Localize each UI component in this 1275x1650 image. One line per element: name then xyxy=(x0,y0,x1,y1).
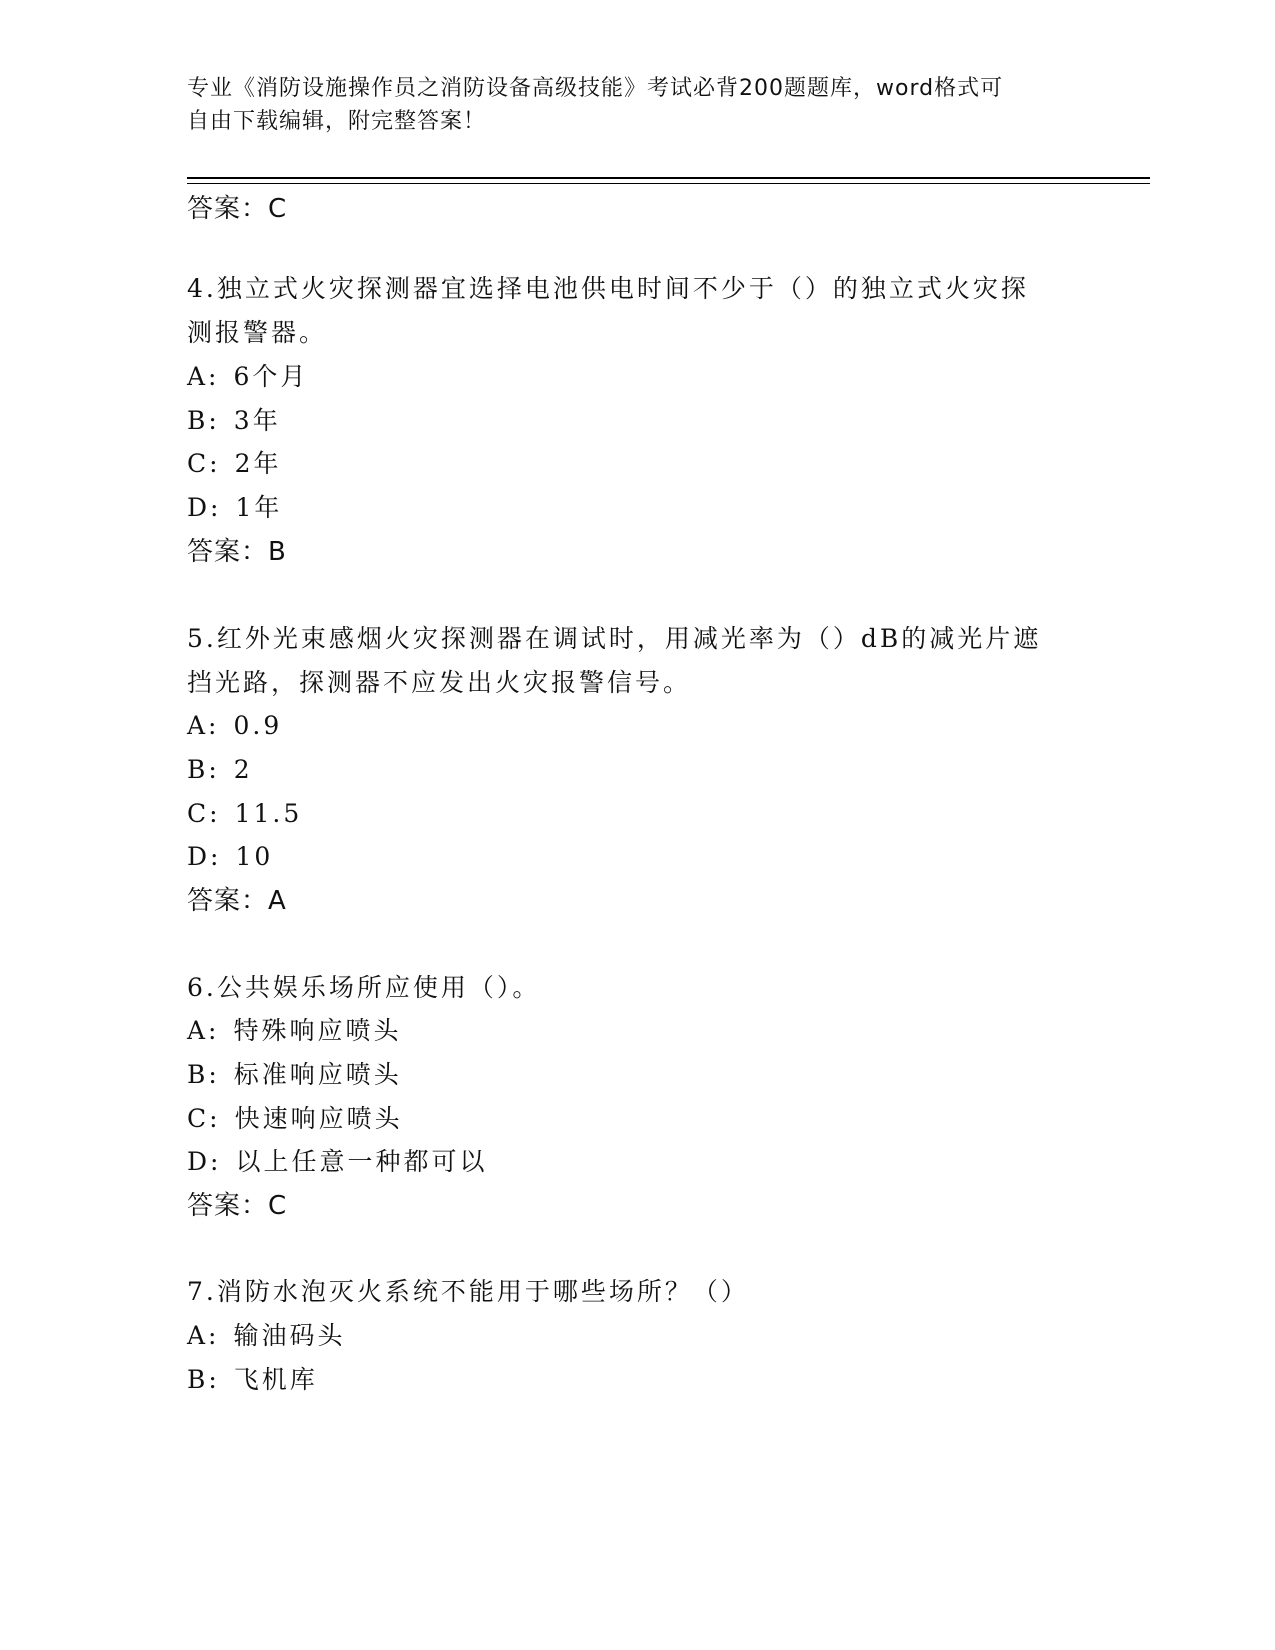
question-6-stem: 6.公共娱乐场所应使用（）。 xyxy=(187,973,541,1002)
option-text: 快速响应喷头 xyxy=(234,1104,403,1133)
header-line-2: 自由下载编辑，附完整答案！ xyxy=(187,109,487,134)
question-6-answer: 答案：C xyxy=(187,1191,288,1221)
question-5-stem-line-1: 5.红外光束感烟火灾探测器在调试时，用减光率为（）dB的减光片遮 xyxy=(187,624,1042,653)
option-text: 以上任意一种都可以 xyxy=(235,1147,488,1176)
option-key: B: xyxy=(187,1365,220,1394)
question-7-option-b xyxy=(187,1363,318,1397)
option-text: 1年 xyxy=(235,493,283,522)
question-6-option-d xyxy=(187,1145,487,1179)
question-4-option-a xyxy=(187,360,308,394)
option-key: D: xyxy=(187,1147,222,1176)
option-key: C: xyxy=(187,799,221,828)
question-4-stem-line-1: 4.独立式火灾探测器宜选择电池供电时间不少于（）的独立式火灾探 xyxy=(187,274,1029,303)
question-5-answer: 答案：A xyxy=(187,886,287,916)
option-text: 3年 xyxy=(233,406,281,435)
option-key: C: xyxy=(187,449,221,478)
question-5-option-c xyxy=(187,797,302,831)
question-6-option-a xyxy=(187,1014,402,1048)
option-key: B: xyxy=(187,406,220,435)
question-7-stem: 7.消防水泡灭火系统不能用于哪些场所？（） xyxy=(187,1277,749,1306)
option-key: B: xyxy=(187,755,220,784)
option-key: D: xyxy=(187,842,222,871)
question-7-option-a xyxy=(187,1319,346,1353)
option-text: 2年 xyxy=(234,449,282,478)
option-key: A: xyxy=(187,362,220,391)
option-text: 2 xyxy=(233,755,253,784)
question-4-answer: 答案：B xyxy=(187,537,287,567)
option-text: 特殊响应喷头 xyxy=(233,1016,402,1045)
question-6-option-b xyxy=(187,1058,402,1092)
option-text: 飞机库 xyxy=(233,1365,318,1394)
header-divider-thick xyxy=(187,177,1150,179)
question-6-option-c xyxy=(187,1102,403,1136)
document-header xyxy=(187,72,1087,138)
option-text: 0.9 xyxy=(233,711,283,740)
option-text: 6个月 xyxy=(233,362,309,391)
question-5-option-d xyxy=(187,840,273,874)
option-text: 标准响应喷头 xyxy=(233,1060,402,1089)
option-key: D: xyxy=(187,493,222,522)
question-4-option-d xyxy=(187,491,282,525)
header-line-1: 专业《消防设施操作员之消防设备高级技能》考试必背200题题库，word格式可 xyxy=(187,76,1004,101)
header-divider-thin xyxy=(187,183,1150,184)
option-key: A: xyxy=(187,711,220,740)
previous-answer: 答案：C xyxy=(187,194,288,224)
question-5-option-b xyxy=(187,753,253,787)
question-4-stem-line-2: 测报警器。 xyxy=(187,318,328,347)
question-4-option-c xyxy=(187,447,281,481)
option-text: 11.5 xyxy=(234,799,303,828)
option-key: B: xyxy=(187,1060,220,1089)
option-text: 10 xyxy=(235,842,274,871)
option-key: A: xyxy=(187,1321,220,1350)
option-key: A: xyxy=(187,1016,220,1045)
question-5-stem-line-2: 挡光路，探测器不应发出火灾报警信号。 xyxy=(187,668,692,697)
question-5-option-a xyxy=(187,709,282,743)
option-text: 输油码头 xyxy=(233,1321,346,1350)
option-key: C: xyxy=(187,1104,221,1133)
question-4-option-b xyxy=(187,404,281,438)
